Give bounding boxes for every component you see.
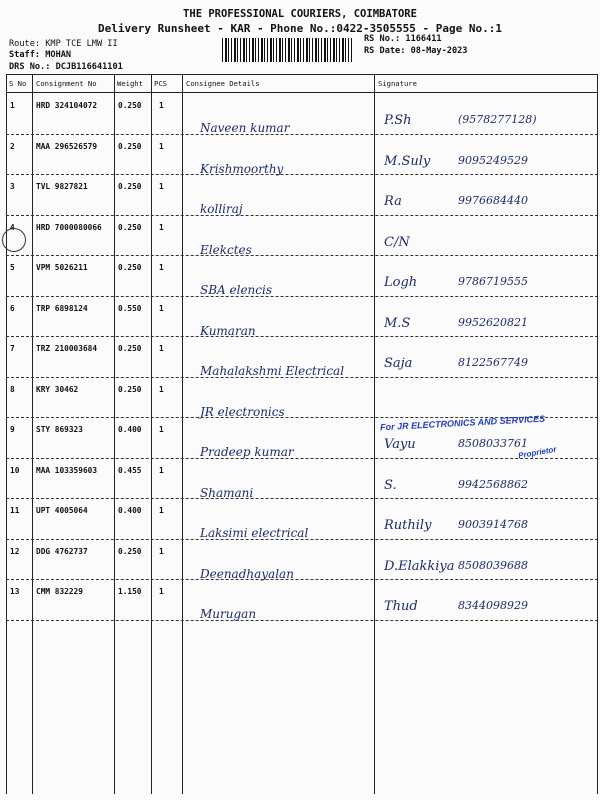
row-pcs: 1 (159, 101, 164, 110)
row-sno: 8 (10, 384, 15, 394)
row-phone: 9952620821 (458, 315, 528, 329)
row-weight: 0.250 (118, 546, 142, 556)
row-divider (6, 296, 598, 297)
proprietor-stamp: Proprietor (517, 444, 558, 461)
row-pcs: 1 (159, 587, 164, 596)
col-consignment: Consignment No (36, 79, 97, 88)
row-phone: 8122567749 (458, 356, 528, 369)
row-consignment-no: STY 869323 (36, 425, 83, 434)
row-signature: S. (384, 477, 397, 493)
row-sno: 11 (10, 506, 20, 515)
row-consignee: Mahalakshmi Electrical (200, 364, 345, 378)
barcode (222, 38, 352, 62)
row-sno: 1 (10, 101, 15, 110)
row-pcs: 1 (159, 141, 164, 151)
drs-label: DRS No.: DCJB116641101 (9, 62, 123, 72)
row-consignee: kolliraj (200, 202, 243, 216)
row-weight: 0.250 (118, 384, 142, 394)
row-divider (6, 498, 598, 499)
row-phone: 9786719555 (458, 275, 528, 288)
row-pcs: 1 (159, 263, 164, 272)
row-signature: M.S (384, 315, 411, 331)
row-divider (6, 134, 598, 135)
row-consignee: Pradeep kumar (200, 445, 294, 459)
row-consignee: JR electronics (200, 404, 285, 419)
col-weight: Weight (117, 79, 143, 88)
row-divider (6, 215, 598, 216)
row-weight: 0.550 (118, 303, 142, 313)
row-sno: 13 (10, 587, 20, 596)
row-pcs: 1 (159, 384, 164, 394)
row-pcs: 1 (159, 425, 164, 434)
row-weight: 0.400 (118, 425, 142, 434)
row-sno: 2 (10, 141, 15, 151)
company-title: THE PROFESSIONAL COURIERS, COIMBATORE (183, 8, 417, 20)
row-consignment-no: HRD 7000080066 (36, 222, 102, 232)
row-consignee: Krishmoorthy (200, 161, 284, 176)
row-sno: 4 (10, 222, 15, 232)
row-sno: 5 (10, 263, 15, 272)
row-consignee: Shamani (200, 485, 254, 500)
row-consignment-no: MAA 103359603 (36, 465, 98, 475)
row-consignment-no: VPM 5026211 (36, 263, 88, 272)
row-consignment-no: DDG 4762737 (36, 546, 88, 556)
row-consignment-no: MAA 296526579 (36, 141, 98, 151)
col-consignee: Consignee Details (186, 79, 260, 88)
row-weight: 0.250 (118, 263, 142, 272)
row-phone: 9942568862 (458, 477, 528, 491)
row-pcs: 1 (159, 344, 164, 353)
row-phone: 9976684440 (458, 194, 528, 207)
route-label: Route: KMP TCE LMW II (9, 39, 118, 49)
row-pcs: 1 (159, 506, 164, 515)
row-signature: Vayu (384, 437, 416, 452)
row-consignment-no: TVL 9827821 (36, 182, 88, 191)
row-consignment-no: HRD 324104072 (36, 101, 98, 110)
row-consignee: Deenadhayalan (200, 566, 294, 581)
runsheet-title: Delivery Runsheet - KAR - Phone No.:0422-3505555 - Page No.:1 (98, 22, 502, 35)
row-weight: 0.455 (118, 465, 142, 475)
rs-number: RS No.: 1166411 (364, 34, 442, 44)
row-sno: 9 (10, 425, 15, 434)
row-sno: 3 (10, 182, 15, 191)
row-consignee: Murugan (200, 607, 257, 621)
runsheet-table (6, 74, 598, 794)
row-pcs: 1 (159, 546, 164, 556)
row-phone: 9003914768 (458, 518, 528, 531)
rs-date: RS Date: 08-May-2023 (364, 46, 468, 56)
row-sno: 12 (10, 546, 20, 556)
row-signature: Thud (384, 599, 418, 614)
row-divider (6, 377, 598, 378)
row-consignee: Laksimi electrical (200, 526, 309, 540)
col-pcs: PCS (154, 79, 167, 88)
staff-label: Staff: MOHAN (9, 50, 72, 60)
row-pcs: 1 (159, 303, 164, 313)
row-sno: 7 (10, 344, 15, 353)
row-signature: Logh (384, 275, 418, 290)
row-weight: 0.400 (118, 506, 142, 515)
row-divider (6, 255, 598, 256)
row-signature: D.Elakkiya (384, 558, 455, 574)
row-divider (6, 336, 598, 337)
row-phone: 9095249529 (458, 153, 528, 167)
row-pcs: 1 (159, 222, 164, 232)
circle-mark (2, 228, 26, 252)
row-divider (6, 539, 598, 540)
row-weight: 0.250 (118, 344, 142, 353)
row-phone: 8508039688 (458, 558, 528, 572)
row-sno: 10 (10, 465, 20, 475)
row-signature: Saja (384, 356, 413, 371)
row-consignment-no: TRZ 210003684 (36, 344, 98, 353)
row-phone: 8508033761 (458, 437, 528, 450)
row-phone: (9578277128) (458, 113, 537, 126)
row-pcs: 1 (159, 465, 164, 475)
row-divider (6, 174, 598, 175)
row-phone: 8344098929 (458, 599, 528, 612)
row-weight: 0.250 (118, 101, 142, 110)
row-pcs: 1 (159, 182, 164, 191)
row-consignee: Elekctes (200, 242, 252, 257)
row-weight: 0.250 (118, 222, 142, 232)
row-sno: 6 (10, 303, 15, 313)
row-weight: 0.250 (118, 141, 142, 151)
row-weight: 0.250 (118, 182, 142, 191)
row-consignment-no: KRY 30462 (36, 384, 79, 394)
row-consignment-no: UPT 4005064 (36, 506, 88, 515)
row-consignment-no: TRP 6898124 (36, 303, 88, 313)
row-signature: C/N (384, 234, 410, 250)
row-consignee: Kumaran (200, 323, 256, 338)
col-signature: Signature (378, 79, 417, 88)
row-signature: Ruthily (384, 518, 432, 533)
row-consignment-no: CMM 832229 (36, 587, 83, 596)
company-stamp: For JR ELECTRONICS AND SERVICES (379, 413, 546, 433)
row-signature: P.Sh (384, 113, 412, 128)
row-consignee: SBA elencis (200, 283, 273, 297)
row-divider (6, 458, 598, 459)
row-signature: Ra (384, 194, 402, 209)
row-signature: M.Suly (384, 153, 431, 169)
row-weight: 1.150 (118, 587, 142, 596)
row-divider (6, 620, 598, 621)
col-sno: S No (9, 79, 27, 88)
row-divider (6, 579, 598, 580)
row-consignee: Naveen kumar (200, 121, 290, 135)
